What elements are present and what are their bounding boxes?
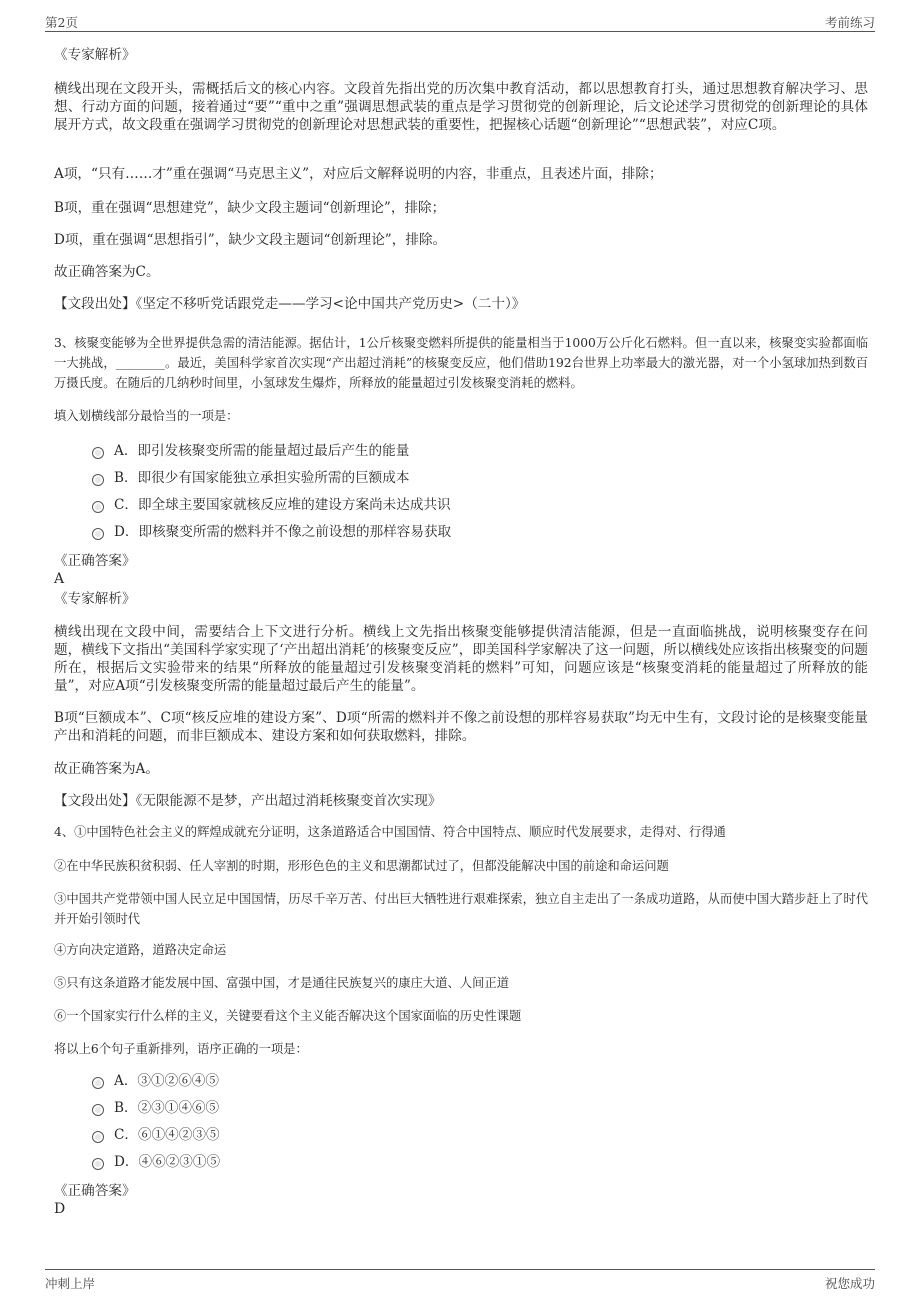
q4-option-a[interactable] [92,1072,852,1092]
q4-option-c-text: C．⑥①④②③⑤ [114,1127,220,1143]
footer-left: 冲刺上岸 [45,1276,96,1291]
page-footer [45,1269,875,1295]
q4-sentence-6: ⑥一个国家实行什么样的主义，关键要看这个主义能否解决这个国家面临的历史性课题 [54,1009,522,1023]
page-number: 第2页 [45,15,78,30]
header-title: 考前练习 [824,15,875,30]
radio-icon[interactable] [92,1077,104,1089]
q4-sentence-1: 4、①中国特色社会主义的辉煌成就充分证明，这条道路适合中国国情、符合中国特点、顺应时代发展要求，走得对、行得通 [54,825,726,839]
q4-sentence-4: ④方向决定道路，道路决定命运 [54,943,227,957]
q3-source: 【文段出处】《无限能源不是梦，产出超过消耗核聚变首次实现》 [54,793,442,809]
q3-conclusion: 故正确答案为A。 [54,761,159,777]
q3-analysis-para2: B项“巨额成本”、C项“核反应堆的建设方案”、D项“所需的燃料并不像之前设想的那样容易获取”均无中生有，文段讨论的是核聚变能量产出和消耗的问题，而非巨额成本、建设方案和如何获取燃料，排除。 [54,710,868,744]
radio-icon[interactable] [92,528,104,540]
q4-sentence-3: ③中国共产党带领中国人民立足中国国情，历尽千辛万苦、付出巨大牺牲进行艰难探索，独立自主走出了一条成功道路，从而使中国大踏步赶上了时代并开始引领时代 [54,892,868,926]
radio-icon[interactable] [92,1158,104,1170]
q4-option-b-text: B．②③①④⑥⑤ [114,1100,220,1116]
radio-icon[interactable] [92,1104,104,1116]
q3-option-d-text: D．即核聚变所需的燃料并不像之前设想的那样容易获取 [114,524,452,540]
q4-option-b[interactable] [92,1099,852,1119]
q2-analysis-para1: 横线出现在文段开头，需概括后文的核心内容。文段首先指出党的历次集中教育活动，都以思想教育打头，通过思想教育解决学习、思想、行动方面的问题，接着通过“要”“重中之重”强调思想武装的重点是学习贯彻党的创新理论，后文论述学习贯彻党的创新理论的具体展开方式，故文段重在强调学习贯彻党的创新理论对思想武装的重要性，把握核心话题“创新理论”“思想武装”，对应C项。 [54,81,868,133]
q2-source: 【文段出处】《坚定不移听党话跟党走——学习<论中国共产党历史>（二十）》 [54,296,526,312]
q3-option-a-text: A．即引发核聚变所需的能量超过最后产生的能量 [114,443,410,459]
q3-option-b[interactable] [92,469,852,489]
q4-answer-label: 《正确答案》 [54,1183,136,1199]
radio-icon[interactable] [92,447,104,459]
q3-option-d[interactable] [92,523,852,543]
q4-option-a-text: A．③①②⑥④⑤ [114,1073,219,1089]
q3-stem-part1: 3、核聚变能够为全世界提供急需的清洁能源。据估计，1公斤核聚变燃料所提供的能量相当于1000万公斤化石燃料。但一直以来，核聚变实验都面临一大挑战， [54,336,868,370]
q4-prompt: 将以上6个句子重新排列，语序正确的一项是： [54,1042,308,1056]
q3-stem [54,333,868,393]
q4-option-d[interactable] [92,1153,852,1173]
q2-analysis-para2: A项，“只有……才”重在强调“马克思主义”，对应后文解释说明的内容，非重点，且表述片面，排除； [54,166,663,182]
q4-sentence-5: ⑤只有这条道路才能发展中国、富强中国，才是通往民族复兴的康庄大道、人间正道 [54,976,509,990]
q3-answer-label: 《正确答案》 [54,553,136,569]
radio-icon[interactable] [92,501,104,513]
q3-prompt: 填入划横线部分最恰当的一项是： [54,409,239,423]
q2-analysis-para3: B项，重在强调“思想建党”，缺少文段主题词“创新理论”，排除； [54,200,446,216]
q4-option-d-text: D．④⑥②③①⑤ [114,1154,221,1170]
q3-analysis-label: 《专家解析》 [54,591,136,607]
q3-option-b-text: B．即很少有国家能独立承担实验所需的巨额成本 [114,470,410,486]
page-header [45,10,875,32]
radio-icon[interactable] [92,1131,104,1143]
q3-option-c-text: C．即全球主要国家就核反应堆的建设方案尚未达成共识 [114,497,451,513]
q2-analysis-para4: D项，重在强调“思想指引”，缺少文段主题词“创新理论”，排除。 [54,232,447,248]
q3-stem-part2: 。最近，美国科学家首次实现“产出超过消耗”的核聚变反应，他们借助192台世界上功率最大的激光器，对一个小氢球加热到数百万摄氏度。在随后的几纳秒时间里，小氢球发生爆炸，所释放的能量超过引发核聚变消耗的燃料。 [54,356,868,390]
q3-blank: ________ [115,356,165,370]
q3-analysis-para1: 横线出现在文段中间，需要结合上下文进行分析。横线上文先指出核聚变能够提供清洁能源，但是一直面临挑战，说明核聚变存在问题，横线下文指出“美国科学家实现了‘产出超出消耗’的核聚变反应”，即美国科学家解决了这一问题，所以横线处应该指出核聚变的问题所在，根据后文实验带来的结果“所释放的能量超过引发核聚变消耗的燃料”可知，问题应该是“核聚变消耗的能量超过了所释放的能量”，对应A项“引发核聚变所需的能量超过最后产生的能量”。 [54,624,868,694]
radio-icon[interactable] [92,474,104,486]
q2-conclusion: 故正确答案为C。 [54,264,160,280]
q2-analysis-label: 《专家解析》 [54,47,136,63]
q4-option-c[interactable] [92,1126,852,1146]
q3-answer: A [54,571,65,587]
footer-right: 祝您成功 [824,1276,875,1291]
q3-option-a[interactable] [92,442,852,462]
q4-sentence-2: ②在中华民族积贫积弱、任人宰割的时期，形形色色的主义和思潮都试过了，但都没能解决中国的前途和命运问题 [54,859,669,873]
q4-answer: D [54,1201,66,1217]
q3-option-c[interactable] [92,496,852,516]
